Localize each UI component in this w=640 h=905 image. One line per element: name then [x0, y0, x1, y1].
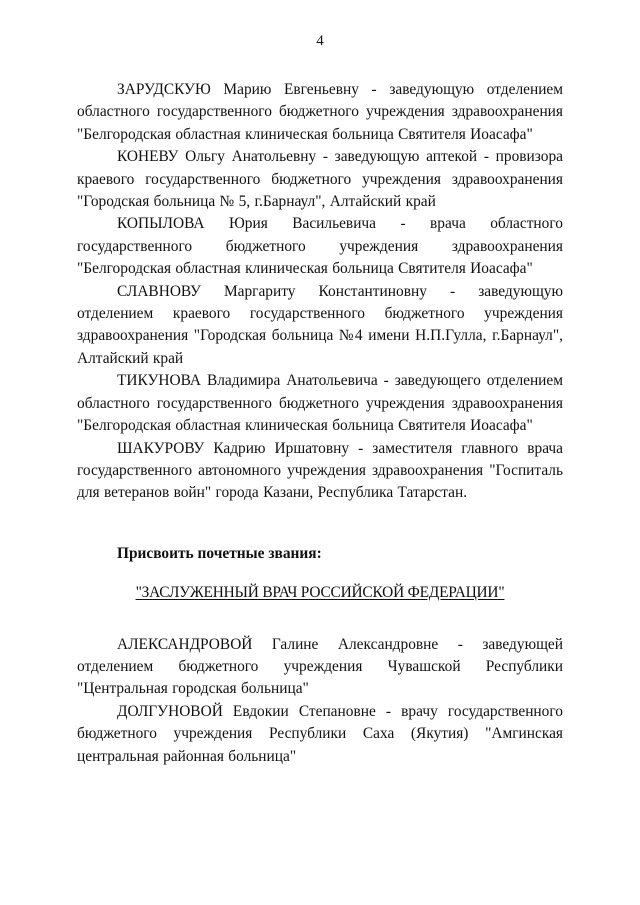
- honor-title-container: [77, 582, 563, 604]
- award-entry: КОПЫЛОВА Юрия Васильевича - врача областного государственного бюджетного учреждения здравоохранения "Белгородская областная клиническая больница Святителя Иоасафа": [77, 215, 563, 278]
- page-number: 4: [316, 33, 324, 49]
- award-entry: ТИКУНОВА Владимира Анатольевича - заведующего отделением областного государственного бюджетного учреждения здравоохранения "Белгородская областная клиническая больница Святителя Иоасафа": [77, 372, 563, 435]
- award-entry: СЛАВНОВУ Маргариту Константиновну - заведующую отделением краевого государственного бюджетного учреждения здравоохранения "Городская больница №4 имени Н.П.Гулла, г.Барнаул", Алтайский край: [77, 282, 563, 367]
- honor-title: "ЗАСЛУЖЕННЫЙ ВРАЧ РОССИЙСКОЙ ФЕДЕРАЦИИ": [135, 584, 505, 602]
- section-heading: Присвоить почетные звания:: [117, 544, 322, 562]
- document-body: [77, 79, 563, 768]
- award-entry: ШАКУРОВУ Кадрию Иршатовну - заместителя главного врача государственного автономного учреждения здравоохранения "Госпиталь для ветеранов войн" города Казани, Республика Татарстан.: [77, 439, 563, 502]
- award-entry: ДОЛГУНОВОЙ Евдокии Степановне - врачу государственного бюджетного учреждения Республики Саха (Якутия) "Амгинская центральная районная больница": [77, 702, 563, 765]
- award-entry: ЗАРУДСКУЮ Марию Евгеньевну - заведующую отделением областного государственного бюджетного учреждения здравоохранения "Белгородская областная клиническая больница Святителя Иоасафа": [77, 81, 563, 143]
- award-entry: АЛЕКСАНДРОВОЙ Галине Александровне - заведующей отделением бюджетного учреждения Чувашской Республики "Центральная городская больница": [77, 635, 563, 698]
- award-entry: КОНЕВУ Ольгу Анатольевну - заведующую аптекой - провизора краевого государственного бюджетного учреждения здравоохранения "Городская больница № 5, г.Барнаул", Алтайский край: [77, 148, 563, 211]
